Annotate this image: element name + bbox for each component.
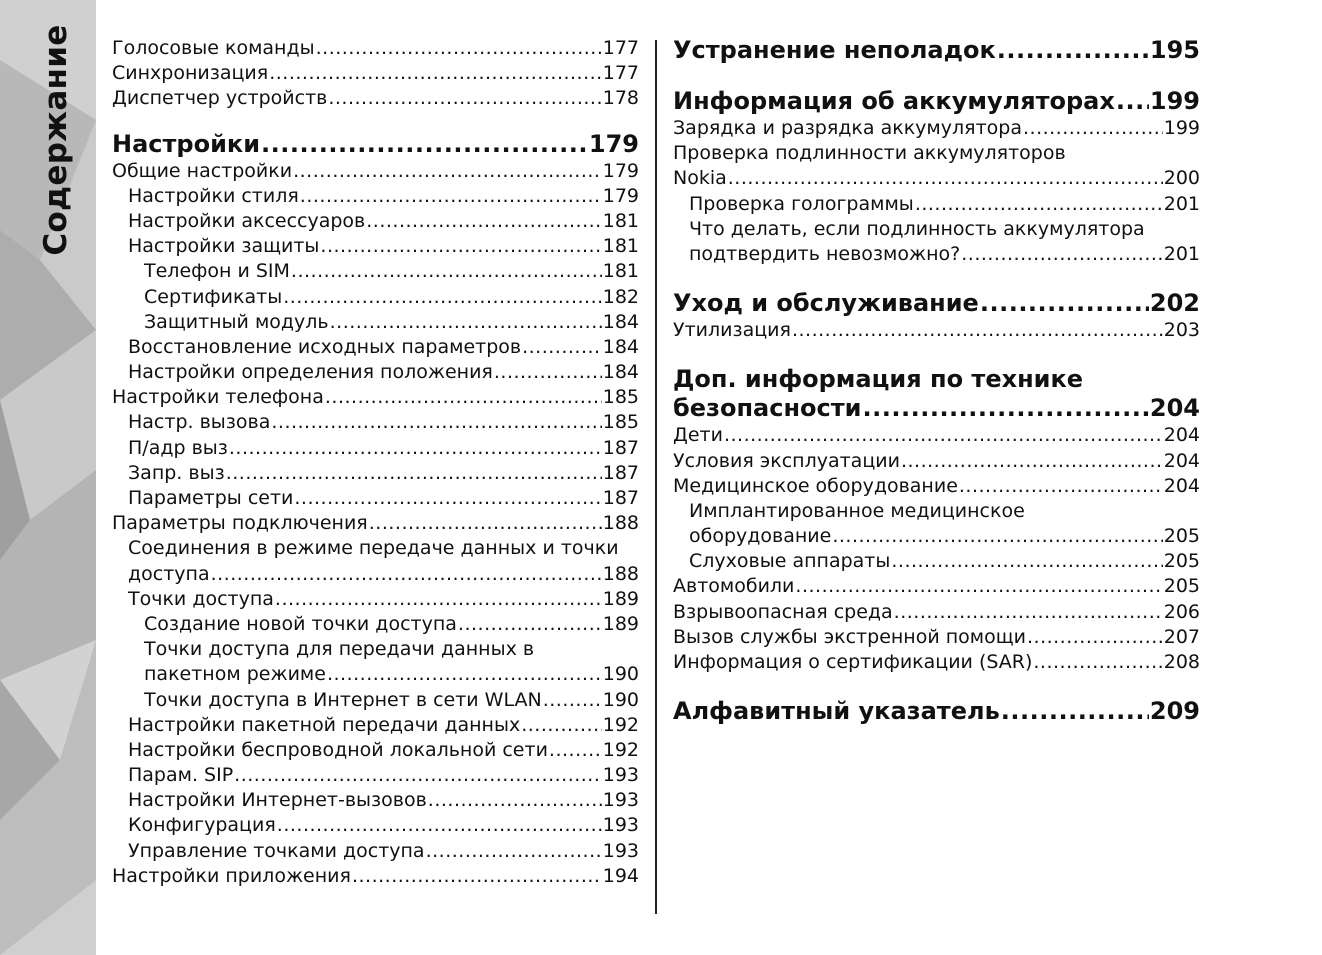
toc-entry-line1[interactable]: Соединения в режиме передаче данных и точки	[128, 537, 619, 560]
toc-entry[interactable]: Диспетчер устройств ..... 178	[112, 86, 639, 111]
toc-entry[interactable]: Дети ..... 204	[673, 423, 1200, 448]
toc-entry[interactable]: Настройки беспроводной локальной сети ..... 192	[112, 738, 639, 763]
toc-section-heading[interactable]: Уход и обслуживание ..... 202	[673, 289, 1200, 318]
toc-entry-line1[interactable]: Точки доступа для передачи данных в	[144, 638, 535, 661]
toc-entry[interactable]: Сертификаты ..... 182	[112, 285, 639, 310]
toc-entry[interactable]: оборудование ..... 205	[673, 524, 1200, 549]
toc-entry-line1[interactable]: Что делать, если подлинность аккумулятора	[689, 217, 1145, 240]
toc-entry[interactable]: Настройки телефона ..... 185	[112, 385, 639, 410]
toc-entry[interactable]: П/адр выз ..... 187	[112, 436, 639, 461]
toc-section-heading-line1[interactable]: Доп. информация по технике	[673, 365, 1084, 394]
toc-entry[interactable]: Настройки защиты ..... 181	[112, 234, 639, 259]
toc-entry[interactable]: Зарядка и разрядка аккумулятора ..... 199	[673, 116, 1200, 141]
toc-entry-line1[interactable]: Имплантированное медицинское	[689, 499, 1025, 522]
toc-entry[interactable]: Настройки приложения ..... 194	[112, 864, 639, 889]
toc-entry[interactable]: Восстановление исходных параметров ..... 184	[112, 335, 639, 360]
toc-entry[interactable]: Создание новой точки доступа ..... 189	[112, 612, 639, 637]
toc-entry[interactable]: подтвердить невозможно? ..... 201	[673, 242, 1200, 267]
section-title: Содержание	[38, 24, 74, 256]
toc-entry[interactable]: Nokia ..... 200	[673, 166, 1200, 191]
toc-entry[interactable]: доступа ..... 188	[112, 562, 639, 587]
column-divider	[655, 40, 657, 914]
toc-entry[interactable]: Парам. SIP ..... 193	[112, 763, 639, 788]
toc-section-heading[interactable]: Алфавитный указатель ..... 209	[673, 697, 1200, 726]
toc-entry[interactable]: Слуховые аппараты ..... 205	[673, 549, 1200, 574]
toc-entry-line1[interactable]: Проверка подлинности аккумуляторов	[673, 142, 1066, 165]
toc-section-heading[interactable]: Устранение неполадок ..... 195	[673, 36, 1200, 65]
toc-entry[interactable]: Телефон и SIM ..... 181	[112, 259, 639, 284]
toc-entry[interactable]: Защитный модуль ..... 184	[112, 310, 639, 335]
toc-entry[interactable]: Вызов службы экстренной помощи ..... 207	[673, 625, 1200, 650]
toc-entry[interactable]: Утилизация ..... 203	[673, 318, 1200, 343]
toc-entry[interactable]: Взрывоопасная среда ..... 206	[673, 600, 1200, 625]
toc-entry[interactable]: Настр. вызова ..... 185	[112, 410, 639, 435]
toc-entry[interactable]: Точки доступа в Интернет в сети WLAN ..... 190	[112, 688, 639, 713]
toc-entry[interactable]: Общие настройки ..... 179	[112, 159, 639, 184]
toc-entry[interactable]: Медицинское оборудование ..... 204	[673, 474, 1200, 499]
toc-entry[interactable]: Условия эксплуатации ..... 204	[673, 449, 1200, 474]
toc-left-column	[112, 36, 639, 889]
toc-entry[interactable]: Голосовые команды ..... 177	[112, 36, 639, 61]
toc-entry[interactable]: пакетном режиме ..... 190	[112, 662, 639, 687]
toc-entry[interactable]: Параметры подключения ..... 188	[112, 511, 639, 536]
side-panel	[0, 0, 96, 955]
toc-right-column	[673, 36, 1200, 726]
toc-section-heading[interactable]: Информация об аккумуляторах ..... 199	[673, 87, 1200, 116]
toc-entry[interactable]: Синхронизация ..... 177	[112, 61, 639, 86]
toc-entry[interactable]: Автомобили ..... 205	[673, 574, 1200, 599]
toc-entry[interactable]: Проверка голограммы ..... 201	[673, 192, 1200, 217]
toc-section-heading[interactable]: Настройки ..... 179	[112, 130, 639, 159]
toc-entry[interactable]: Настройки стиля ..... 179	[112, 184, 639, 209]
toc-entry[interactable]: Настройки Интернет-вызовов ..... 193	[112, 788, 639, 813]
toc-entry[interactable]: Конфигурация ..... 193	[112, 813, 639, 838]
toc-section-heading[interactable]: безопасности ..... 204	[673, 394, 1200, 423]
toc-entry[interactable]: Настройки определения положения ..... 184	[112, 360, 639, 385]
toc-entry[interactable]: Управление точками доступа ..... 193	[112, 839, 639, 864]
toc-entry[interactable]: Настройки пакетной передачи данных ..... 192	[112, 713, 639, 738]
toc-entry[interactable]: Запр. выз ..... 187	[112, 461, 639, 486]
toc-entry[interactable]: Параметры сети ..... 187	[112, 486, 639, 511]
toc-entry[interactable]: Настройки аксессуаров ..... 181	[112, 209, 639, 234]
toc-entry[interactable]: Информация о сертификации (SAR) ..... 208	[673, 650, 1200, 675]
toc-entry[interactable]: Точки доступа ..... 189	[112, 587, 639, 612]
